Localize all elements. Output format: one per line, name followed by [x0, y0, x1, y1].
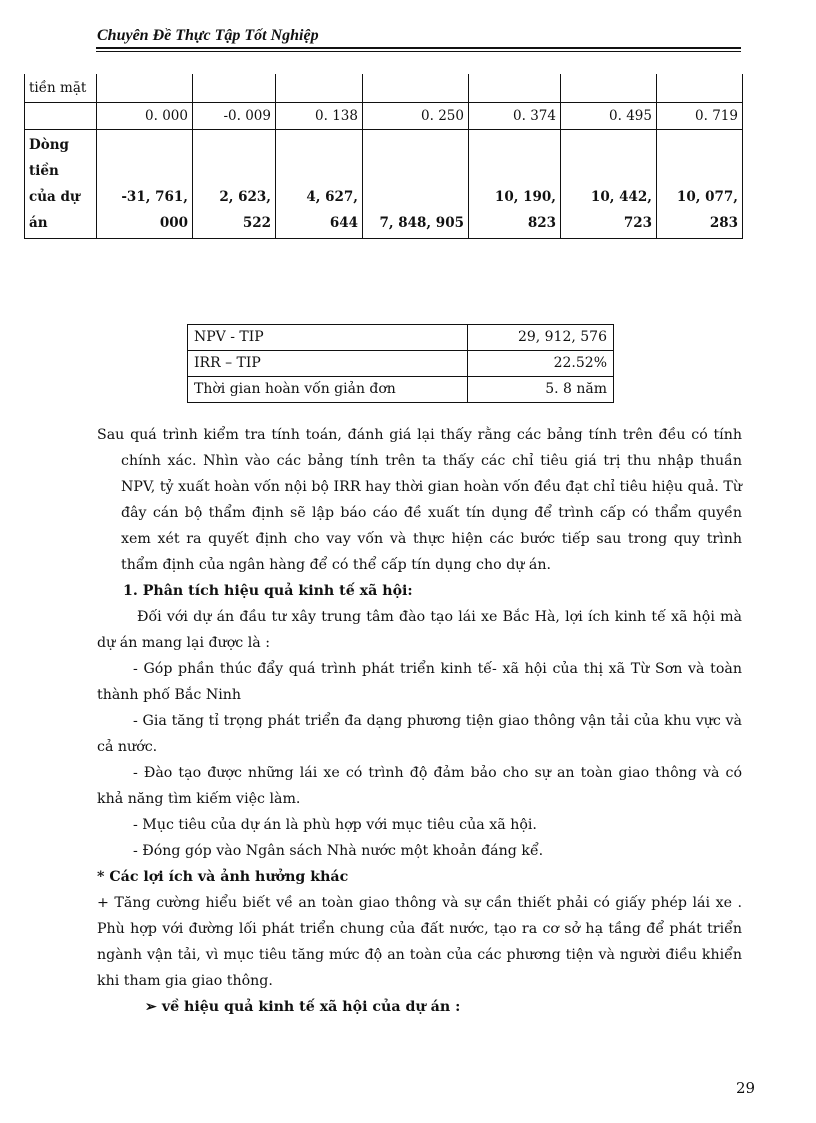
table-cell: Thời gian hoàn vốn giản đơn: [188, 377, 468, 403]
table-row: [25, 130, 743, 239]
table-row: [25, 74, 743, 103]
section-heading: 1. Phân tích hiệu quả kinh tế xã hội:: [123, 583, 413, 599]
npv-summary-table: [187, 324, 614, 403]
table-row: [188, 377, 614, 403]
table-cell: 10, 077, 283: [657, 130, 743, 239]
table-row: [25, 103, 743, 130]
paragraph: Sau quá trình kiểm tra tính toán, đánh giá lại thấy rằng các bảng tính trên đều có tính chính xác. Nhìn vào các bảng tính trên ta thấy các chỉ tiêu giá trị thu nhập thuần NPV, tỷ xuất hoàn vốn nội bộ IRR hay thời gian hoàn vốn đều đạt chỉ tiêu hiệu quả. Từ đây cán bộ thẩm định sẽ lập báo cáo đề xuất tín dụng để trình cấp có thẩm quyền xem xét ra quyết định cho vay vốn và thực hiện các bước tiếp sau trong quy trình thẩm định của ngân hàng để có thể cấp tín dụng cho dự án.: [97, 427, 742, 573]
paragraph: + Tăng cường hiểu biết về an toàn giao thông và sự cần thiết phải có giấy phép lái xe . Phù hợp với đường lối phát triển chung của đất nước, tạo ra cơ sở hạ tầng để phát triển ngành vận tải, vì mục tiêu tăng mức độ an toàn của các phương tiện và người điều khiển khi tham gia giao thông.: [97, 895, 742, 989]
bullet-item: - Đào tạo được những lái xe có trình độ đảm bảo cho sự an toàn giao thông và có khả năng tìm kiếm việc làm.: [97, 765, 742, 807]
table-cell: 5. 8 năm: [468, 377, 614, 403]
row-label: tiền mặt: [25, 74, 97, 103]
bullet-item: - Góp phần thúc đẩy quá trình phát triển kinh tế- xã hội của thị xã Từ Sơn và toàn thành phố Bắc Ninh: [97, 661, 742, 703]
table-cell: 4, 627, 644: [276, 130, 363, 239]
table-row: [188, 325, 614, 351]
table-cell: 22.52%: [468, 351, 614, 377]
table-cell: NPV - TIP: [188, 325, 468, 351]
table-cell: 0. 374: [469, 103, 561, 130]
table-cell: 0. 138: [276, 103, 363, 130]
table-cell: 10, 190, 823: [469, 130, 561, 239]
table-cell: 0. 250: [363, 103, 469, 130]
sub-heading: * Các lợi ích và ảnh hưởng khác: [97, 869, 349, 885]
table-cell: 10, 442, 723: [561, 130, 657, 239]
table-cell: 0. 719: [657, 103, 743, 130]
bullet-item: - Đóng góp vào Ngân sách Nhà nước một khoản đáng kể.: [133, 843, 544, 859]
arrow-heading: ➢ về hiệu quả kinh tế xã hội của dự án :: [145, 999, 461, 1015]
table-cell: IRR – TIP: [188, 351, 468, 377]
cash-flow-table: [24, 74, 743, 239]
page-header-title: Chuyên Đề Thực Tập Tốt Nghiệp: [97, 27, 319, 44]
table-cell: -31, 761, 000: [97, 130, 193, 239]
page-number: 29: [736, 1079, 756, 1097]
row-label: Dòng tiền của dự án: [25, 130, 97, 239]
bullet-item: - Mục tiêu của dự án là phù hợp với mục tiêu của xã hội.: [133, 817, 537, 833]
header-rule-thin: [96, 51, 741, 52]
header-rule-thick: [96, 47, 741, 49]
body-text: [97, 422, 742, 1020]
table-cell: 7, 848, 905: [363, 130, 469, 239]
table-row: [188, 351, 614, 377]
table-cell: 0. 495: [561, 103, 657, 130]
paragraph: Đối với dự án đầu tư xây trung tâm đào tạo lái xe Bắc Hà, lợi ích kinh tế xã hội mà dự án mang lại được là :: [97, 609, 742, 651]
bullet-item: - Gia tăng tỉ trọng phát triển đa dạng phương tiện giao thông vận tải của khu vực và cả nước.: [97, 713, 742, 755]
table-cell: 2, 623, 522: [193, 130, 276, 239]
table-cell: -0. 009: [193, 103, 276, 130]
table-cell: 0. 000: [97, 103, 193, 130]
table-cell: 29, 912, 576: [468, 325, 614, 351]
